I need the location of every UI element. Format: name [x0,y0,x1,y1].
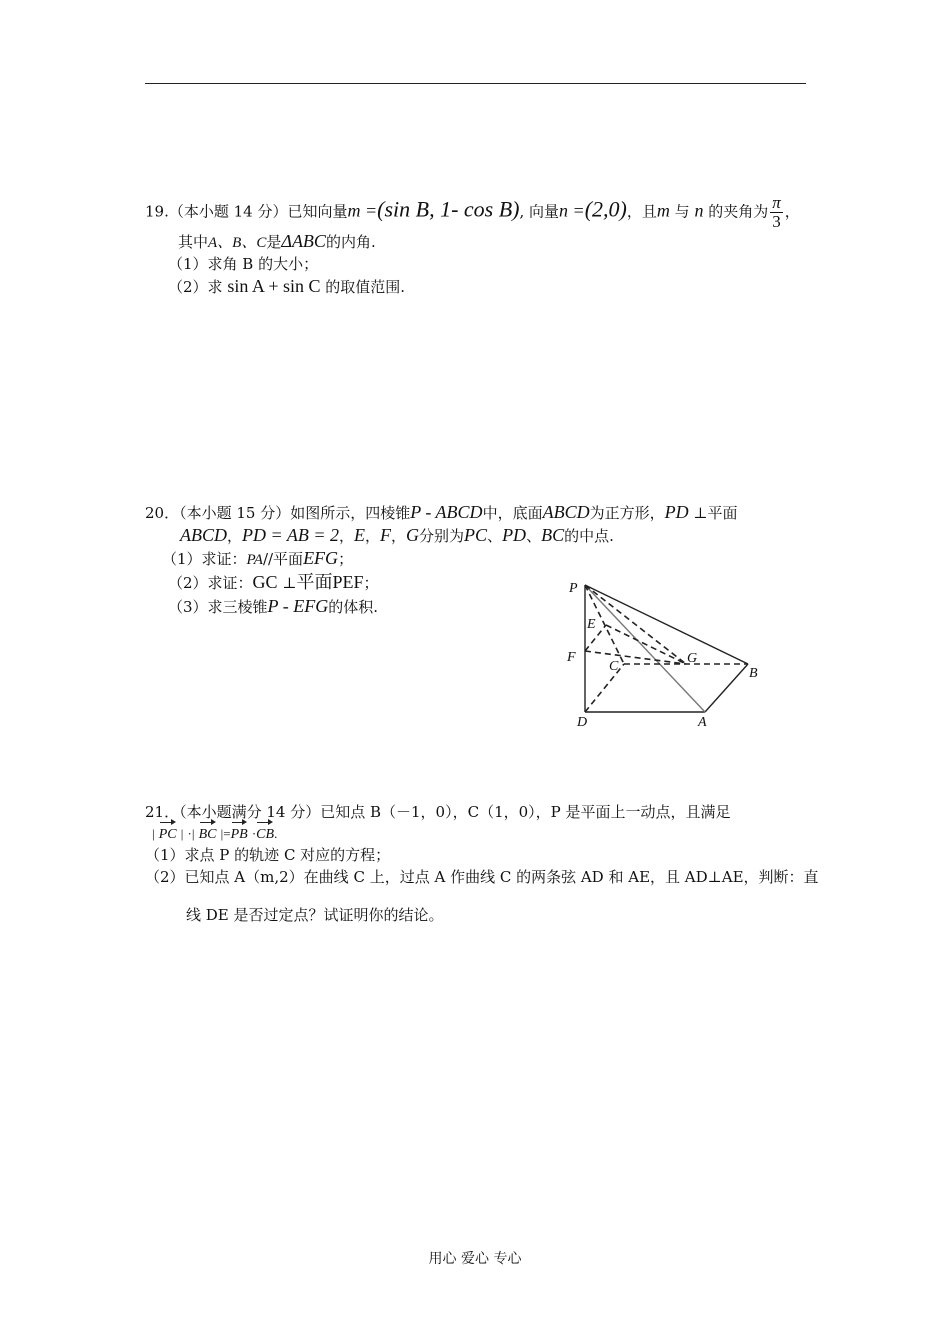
q19-line2 [178,231,376,253]
q19-line2-tail: 的内角. [325,233,376,251]
q21-dot2: · [251,826,257,841]
q21-part1: （1）求点 P 的轨迹 C 对应的方程； [145,846,391,864]
q19-tail-text: ，且 [626,202,657,221]
q19-part2-lead: （2）求 [168,278,223,296]
edge-pb [585,585,748,664]
q20-part3 [168,596,378,617]
q20-g: G [406,525,420,545]
header-rule [145,83,806,84]
q20-part2-gc: GC [252,572,278,592]
q19-part1: （1）求角 B 的大小； [168,255,319,273]
q20-mid: 中，底面 [482,504,543,522]
q20-d1: 、 [487,527,503,545]
q20-mid2: 为正方形， [589,504,665,522]
q20-abcd: ABCD [180,525,227,545]
q20-sep: ， [227,527,243,545]
q20-part2-tail: ； [363,574,379,592]
q20-sep4: ， [391,527,407,545]
q19-part2-expr: sin A + sin C [227,276,321,296]
q19-and-word: 与 [674,202,690,221]
q20-d2: 、 [526,527,542,545]
q20-base: ABCD [542,502,590,522]
label-p: P [569,581,578,596]
q21-part2-cont: 线 DE 是否过定点？试证明你的结论。 [186,906,444,924]
q20-line2 [180,525,614,546]
q21-bar1: | [152,826,155,841]
q20-tail: 的中点. [564,527,614,545]
q19-part2 [168,276,405,297]
q19-n-var: n [694,200,704,221]
edge-ab [705,664,748,712]
q21-end: . [274,826,278,841]
q20-part1 [162,548,353,570]
q20-part1-efg: EFG [303,548,339,568]
q20-part1-mid: //平面 [262,550,304,568]
label-e: E [587,617,596,632]
q20-mid-text: 分别为 [419,527,465,545]
q19-vec-m-val: (sin B, 1- cos B) [377,196,520,222]
q19-line1 [145,194,800,231]
q20-part3-lead: （3）求三棱锥 [168,598,268,616]
q20-pc: PC [464,525,488,545]
q20-bc: BC [541,525,565,545]
q20-plane: 平面 [707,504,738,522]
q20-part2-plane: 平面 [296,572,333,593]
label-b: B [749,666,758,681]
q19-angle-word: 的夹角为 [708,202,769,221]
q21-vec-cb: CB [256,825,274,845]
label-d: D [577,715,588,730]
q20-part2 [168,572,379,593]
q20-pd2: PD [502,525,527,545]
q19-vec-n-val: (2,0) [584,196,627,222]
q21-dot: ·| [187,826,195,841]
q20-part1-lead: （1）求证： [162,550,247,568]
q20-part1-pa: PA [246,552,263,568]
q19-vec-m-eq: m = [347,200,378,221]
q20-f: F [380,525,391,545]
q20-intro: 20．（本小题 15 分）如图所示，四棱锥 [145,504,411,522]
q19-angle-fraction [770,194,783,231]
q20-sep3: ， [364,527,380,545]
q20-sep2: ， [338,527,354,545]
q20-part2-pef: PEF [332,572,364,592]
q19-part2-tail: 的取值范围. [325,278,406,296]
q19-intro: 19.（本小题 14 分）已知向量 [145,202,348,221]
label-c: C [609,659,619,674]
q20-line1 [145,502,738,523]
q19-line2-mid: 是 [266,233,282,251]
q21-part2: （2）已知点 A（m,2）在曲线 C 上，过点 A 作曲线 C 的两条弦 AD 和 AE，且 AD⊥AE，判断：直 [145,868,819,886]
q21-eq: |= [220,826,231,841]
q20-pd: PD [664,502,689,522]
q19-vec-n-eq: n = [559,200,585,221]
q20-part2-lead: （2）求证： [168,574,253,592]
q21-vec-pc: PC [159,825,177,845]
pyramid-figure [560,572,770,737]
q20-e: E [353,525,365,545]
q21-condition [152,824,277,845]
label-g: G [687,651,698,666]
q19-frac-num: π [772,193,781,212]
q21-vec-bc: BC [199,825,217,845]
q19-frac-den: 3 [772,212,781,231]
q19-mid-text: , 向量 [519,202,560,221]
q19-line1-end: ， [784,202,800,221]
q19-m-var: m [656,200,670,221]
q20-eq: PD = AB = 2 [242,525,339,545]
q20-pyramid: P - ABCD [410,502,483,522]
q21-line1: 21．（本小题满分 14 分）已知点 B（－1，0），C（1，0），P 是平面上一动点，且满足 [145,803,731,821]
page-footer: 用心 爱心 专心 [428,1251,522,1267]
q20-part3-tail: 的体积. [328,598,378,616]
q20-perp: ⊥ [693,504,708,522]
q20-part2-perp: ⊥ [282,574,297,592]
edge-pa [585,585,705,712]
q20-part3-pyr: P - EFG [267,596,329,616]
q19-triangle: ΔABC [281,231,326,251]
q19-angle-vars: A、B、C [208,235,267,251]
label-a: A [698,715,707,730]
q21-bar2: | [180,826,184,841]
q20-part1-tail: ； [338,550,354,568]
q21-vec-pb: PB [231,825,248,845]
label-f: F [567,650,576,665]
q19-line2-lead: 其中 [178,233,209,251]
